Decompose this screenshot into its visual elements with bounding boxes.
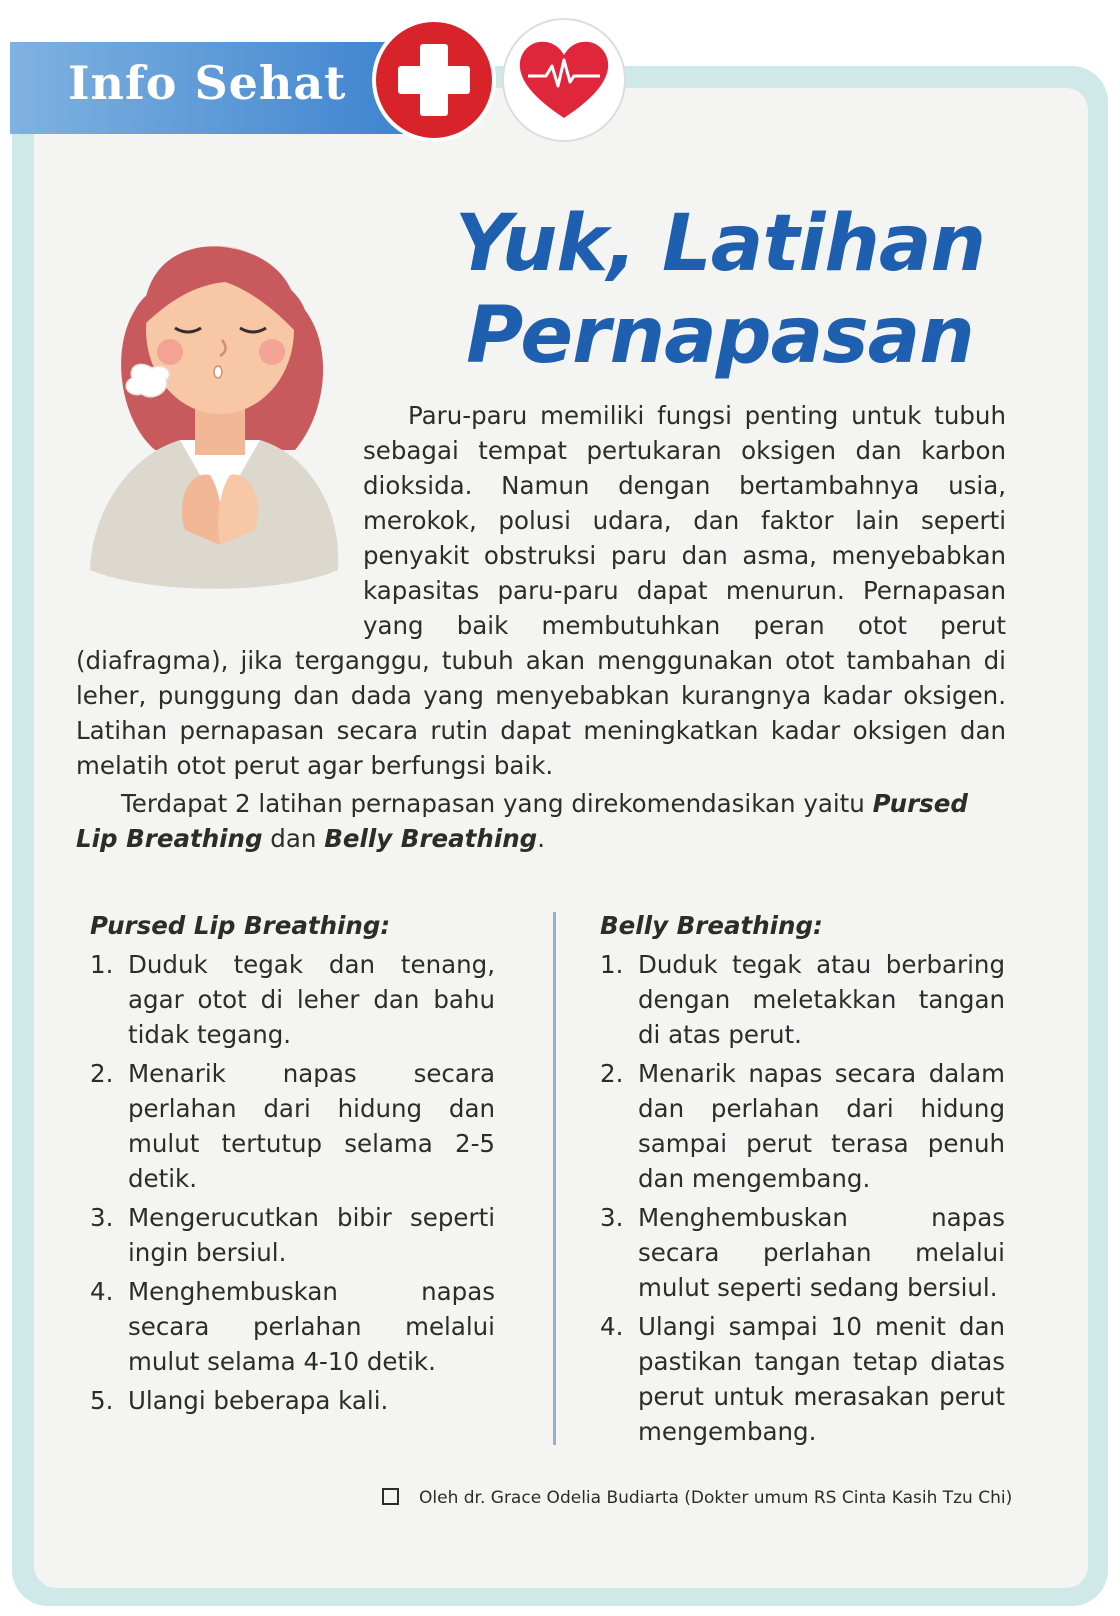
step-number: 1. xyxy=(600,950,624,979)
header-title: Info Sehat xyxy=(68,56,347,110)
recommendation-middle: dan xyxy=(262,824,325,853)
author-byline xyxy=(382,1488,1012,1508)
belly-heading: Belly Breathing: xyxy=(600,911,823,940)
step-number: 4. xyxy=(600,1312,624,1341)
recommendation-suffix: . xyxy=(537,824,546,853)
step-text: Duduk tegak dan tenang, agar otot di leher dan bahu tidak tegang. xyxy=(128,950,495,1049)
step-number: 1. xyxy=(90,950,114,979)
pursed-lip-heading: Pursed Lip Breathing: xyxy=(90,911,391,940)
step-text: Menarik napas secara dalam dan perlahan dari hidung sampai perut terasa penuh dan mengembang. xyxy=(638,1059,1005,1193)
step-number: 2. xyxy=(600,1059,624,1088)
step-text: Menghembuskan napas secara perlahan melalui mulut selama 4-10 detik. xyxy=(128,1277,495,1376)
title-line-2: Pernapasan xyxy=(466,291,974,381)
step-text: Mengerucutkan bibir seperti ingin bersiul. xyxy=(128,1203,495,1267)
step-text: Ulangi beberapa kali. xyxy=(128,1386,389,1415)
belly-steps xyxy=(600,947,1005,1449)
step-number: 2. xyxy=(90,1059,114,1088)
list-item xyxy=(600,1309,1005,1449)
list-item xyxy=(90,1383,495,1418)
term-pursed-lip: Pursed Lip Breathing xyxy=(76,789,968,853)
intro-text: Paru-paru memiliki fungsi penting untuk tubuh sebagai tempat pertukaran oksigen dan karbon dioksida. Namun dengan bertambahnya usia, merokok, polusi udara, dan faktor lain seperti penyakit obstruksi paru dan asma, menyebabkan kapasitas paru-paru dapat menurun. Pernapasan yang baik membutuhkan peran otot perut (diafragma), jika terganggu, tubuh akan menggunakan otot tambahan di leher, punggung dan dada yang menyebabkan kurangnya kadar oksigen. Latihan pernapasan secara rutin dapat meningkatkan kadar oksigen dan melatih otot perut agar berfungsi baik. xyxy=(76,401,1006,780)
checkbox-bullet-icon xyxy=(382,1488,399,1505)
step-number: 3. xyxy=(600,1203,624,1232)
step-number: 4. xyxy=(90,1277,114,1306)
step-number: 3. xyxy=(90,1203,114,1232)
illustration-wrap-spacer xyxy=(76,398,363,643)
list-item xyxy=(90,1056,495,1196)
pursed-lip-section xyxy=(90,908,495,1422)
list-item xyxy=(600,1200,1005,1305)
recommendation-prefix: Terdapat 2 latihan pernapasan yang direkomendasikan yaitu xyxy=(121,789,873,818)
step-text: Ulangi sampai 10 menit dan pastikan tangan tetap diatas perut untuk merasakan perut mengembang. xyxy=(638,1312,1005,1446)
step-text: Menarik napas secara perlahan dari hidung dan mulut tertutup selama 2-5 detik. xyxy=(128,1059,495,1193)
recommendation-paragraph xyxy=(76,786,1006,856)
term-belly: Belly Breathing xyxy=(324,824,538,853)
article-title xyxy=(440,198,1000,382)
list-item xyxy=(90,947,495,1052)
medical-cross-icon xyxy=(372,18,496,142)
list-item xyxy=(600,947,1005,1052)
heart-pulse-icon xyxy=(502,18,626,142)
step-text: Duduk tegak atau berbaring dengan meletakkan tangan di atas perut. xyxy=(638,950,1005,1049)
byline-text: Oleh dr. Grace Odelia Budiarta (Dokter umum RS Cinta Kasih Tzu Chi) xyxy=(419,1488,1013,1508)
column-divider xyxy=(553,912,556,1445)
list-item xyxy=(90,1274,495,1379)
title-line-1: Yuk, Latihan xyxy=(454,199,986,289)
intro-paragraph xyxy=(76,398,1006,783)
step-text: Menghembuskan napas secara perlahan melalui mulut seperti sedang bersiul. xyxy=(638,1203,1005,1302)
list-item xyxy=(600,1056,1005,1196)
step-number: 5. xyxy=(90,1386,114,1415)
belly-section xyxy=(600,908,1005,1453)
list-item xyxy=(90,1200,495,1270)
pursed-lip-steps xyxy=(90,947,495,1418)
